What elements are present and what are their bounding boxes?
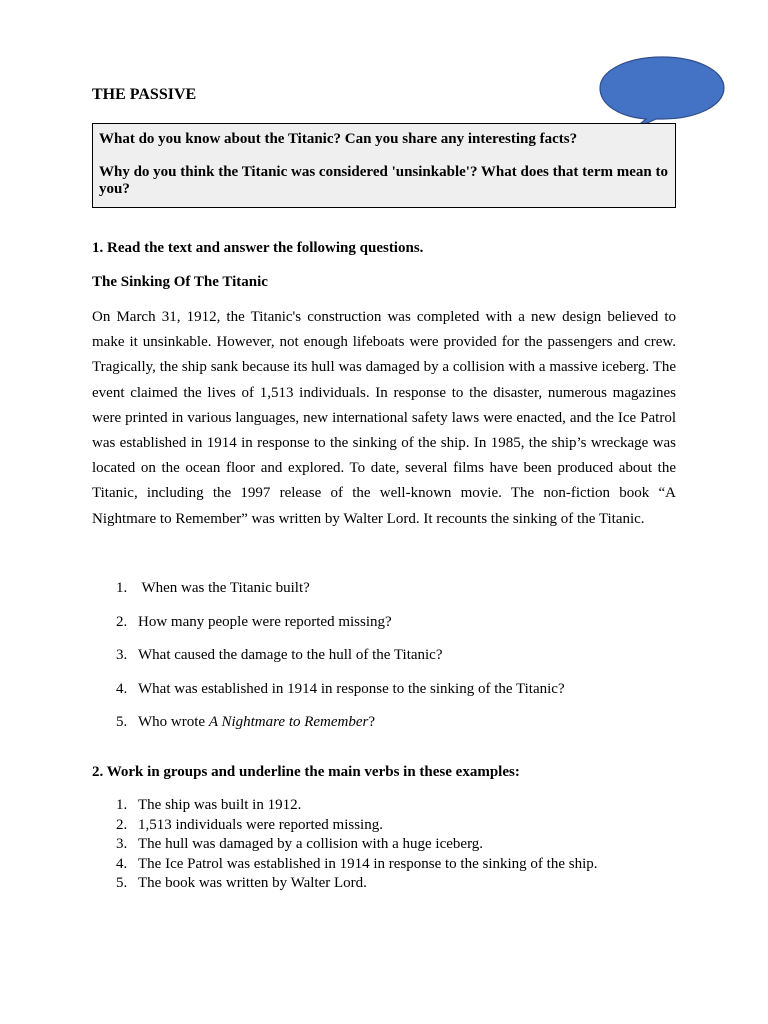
example-text: The Ice Patrol was established in 1914 in response to the sinking of the ship. [138,855,598,872]
example-text: The hull was damaged by a collision with a huge iceberg. [138,836,484,852]
question-text: When was the Titanic built? [138,580,310,596]
example-item [92,796,682,816]
example-number: 2. [116,816,128,833]
example-number: 5. [116,875,128,891]
example-number: 1. [116,797,128,813]
section-2-heading: 2. Work in groups and underline the main verbs in these examples: [92,764,520,780]
article-body [92,305,676,532]
question-text [138,712,375,746]
question-number: 5. [116,714,128,731]
example-number: 3. [116,836,128,852]
question-item [92,679,682,713]
example-item [92,855,682,875]
example-text: The book was written by Walter Lord. [138,875,367,891]
question-item [92,645,682,679]
question-item [92,578,682,612]
book-title: A Nightmare to Remember [208,714,369,731]
example-number: 4. [116,855,128,872]
article-title: The Sinking Of The Titanic [92,274,268,290]
questions-list [92,578,682,746]
example-item [92,816,682,836]
question-number: 4. [116,680,128,697]
question-item [92,712,682,746]
discussion-question-2: Why do you think the Titanic was considered 'unsinkable'? What does that term mean to you? [99,164,668,197]
question-text: What caused the damage to the hull of the Titanic? [138,647,443,664]
page-title: THE PASSIVE [92,86,197,103]
section-1-heading: 1. Read the text and answer the following questions. [92,240,424,256]
question-item [92,612,682,646]
question-text-start: Who wrote [138,714,209,731]
question-number: 3. [116,647,128,664]
example-text: The ship was built in 1912. [138,797,302,813]
discussion-question-1: What do you know about the Titanic? Can you share any interesting facts? [99,131,578,147]
example-item [92,835,682,855]
question-text: How many people were reported missing? [138,613,392,630]
question-text-end: ? [368,714,376,731]
question-text: What was established in 1914 in response to the sinking of the Titanic? [138,680,565,697]
discussion-box [92,123,676,208]
examples-list [92,796,682,894]
example-text: 1,513 individuals were reported missing. [138,816,383,833]
article-paragraph: On March 31, 1912, the Titanic's construction was completed with a new design believed to make it unsinkable. However, not enough lifeboats were provided for the passengers and crew. Tragically, the ship sank because its hull was damaged by a collision with a massive iceberg. The event claimed the lives of 1,513 individuals. In response to the disaster, numerous magazines were printed in various languages, new international safety laws were enacted, and the Ice Patrol was established in 1914 in response to the sinking of the ship. In 1985, the ship’s wreckage was located on the ocean floor and explored. To date, several films have been produced about the Titanic, including the 1997 release of the well-known movie. The non-fiction book “A Nightmare to Remember” was written by Walter Lord. It recounts the sinking of the Titanic. [92,309,676,527]
question-number: 1. [116,580,128,596]
speech-bubble-shape [600,57,724,129]
question-number: 2. [116,613,128,630]
example-item [92,874,682,894]
